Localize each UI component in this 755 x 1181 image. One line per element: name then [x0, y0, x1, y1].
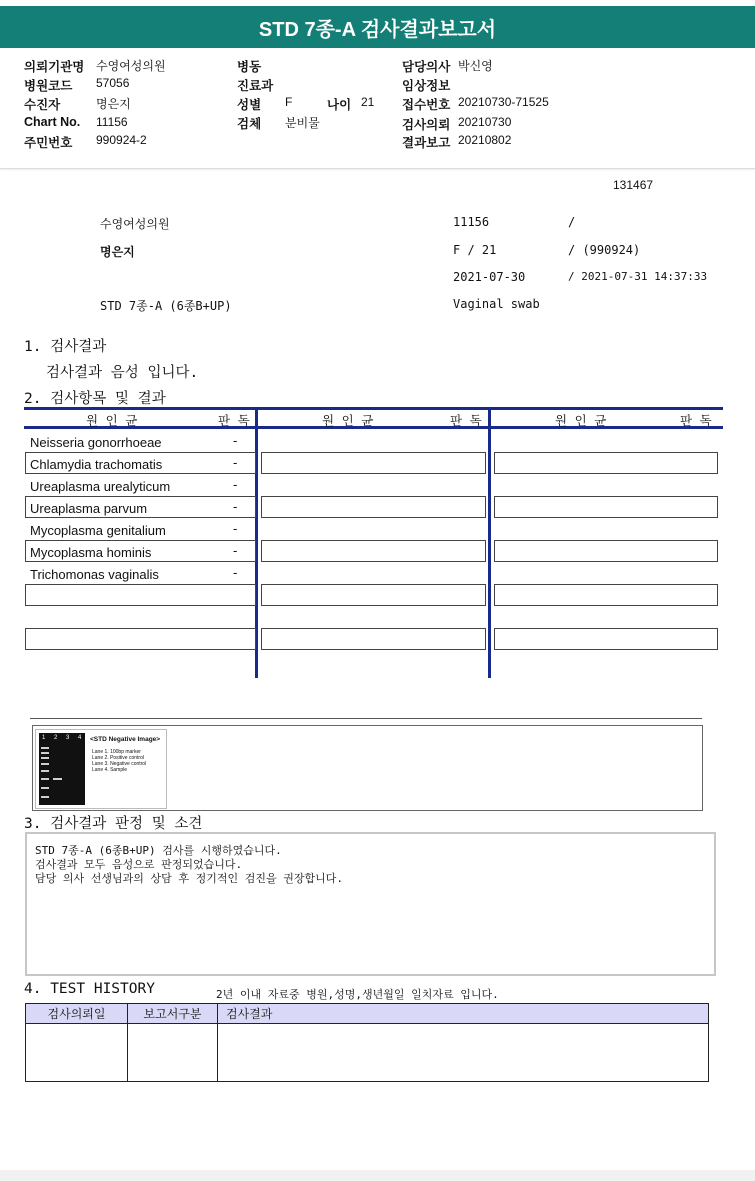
row-box [494, 584, 718, 606]
col2-header-pathogen: 원 인 균 [322, 413, 374, 428]
report-birth: / (990924) [568, 243, 641, 257]
marker-band [41, 787, 49, 789]
row-box [261, 540, 486, 562]
pathogen-name: Chlamydia trachomatis [30, 457, 163, 472]
pathogen-result: - [233, 521, 238, 536]
history-col-request-date: 검사의뢰일 [26, 1004, 128, 1024]
specimen-label: 검체 [237, 117, 262, 131]
marker-band [41, 757, 49, 759]
section2-heading: 2. 검사항목 및 결과 [24, 391, 166, 407]
lane-number: 2 [54, 735, 58, 741]
row-box [261, 584, 486, 606]
gel-caption-line: Lane 4. Sample [92, 767, 128, 773]
opinion-box [25, 832, 716, 976]
receipt-no-label: 접수번호 [402, 98, 451, 112]
row-box [25, 584, 256, 606]
report-chart-no: 11156 [453, 215, 490, 229]
request-date-label: 검사의뢰 [402, 118, 451, 132]
gel-image [35, 729, 167, 809]
ward-label: 병동 [237, 60, 262, 74]
row-box [261, 452, 486, 474]
gel-caption-title: <STD Negative Image> [90, 736, 161, 743]
hospital-code-value: 57056 [96, 76, 130, 90]
history-header-row [26, 1004, 709, 1024]
marker-band [41, 747, 49, 749]
hospital-name-value: 수영여성의원 [96, 59, 166, 73]
pathogen-name: Trichomonas vaginalis [30, 567, 159, 582]
serial-number: 131467 [613, 178, 654, 192]
report-datetime: / 2021-07-31 14:37:33 [568, 270, 708, 283]
receipt-no-value: 20210730-71525 [458, 95, 549, 109]
opinion-line: 검사결과 모두 음성으로 판정되었습니다. [35, 858, 243, 871]
gel-caption-line: Lane 2. Positive control [92, 755, 144, 761]
lane-number: 4 [78, 735, 82, 741]
clinical-info-label: 임상정보 [402, 79, 451, 93]
pathogen-name: Mycoplasma hominis [30, 545, 152, 560]
lane-number: 3 [66, 735, 70, 741]
history-table [25, 1003, 709, 1082]
gel-caption-line: Lane 3. Negative control [92, 761, 147, 767]
section1-heading: 1. 검사결과 [24, 339, 107, 355]
gel-top-rule [30, 718, 702, 719]
row-box [494, 452, 718, 474]
pathogen-result: - [233, 543, 238, 558]
pathogen-result: - [233, 477, 238, 492]
row-box [494, 628, 718, 650]
row-box [261, 496, 486, 518]
col3-header-judge: 판 독 [680, 413, 712, 428]
title-bar [0, 6, 755, 48]
marker-band [41, 752, 49, 754]
history-col-report-type: 보고서구분 [128, 1004, 218, 1024]
lane-number: 1 [42, 735, 46, 741]
report-sex-age: F / 21 [453, 243, 497, 257]
pathogen-result: - [233, 565, 238, 580]
report-date-label: 결과보고 [402, 136, 451, 150]
gel-caption-line: Lane 1. 100bp marker [92, 749, 141, 755]
section3-heading: 3. 검사결과 판정 및 소견 [24, 816, 203, 832]
doctor-value: 박신영 [458, 59, 493, 73]
pathogen-result: - [233, 499, 238, 514]
age-value: 21 [361, 95, 375, 109]
gel-photo [39, 733, 85, 805]
history-cell [26, 1024, 128, 1082]
table-divider-2 [488, 407, 491, 678]
marker-band [41, 770, 49, 772]
pathogen-name: Ureaplasma urealyticum [30, 479, 171, 494]
section1-result: 검사결과 음성 입니다. [46, 365, 199, 381]
request-date-value: 20210730 [458, 115, 512, 129]
pathogen-name: Mycoplasma genitalium [30, 523, 166, 538]
col1-header-judge: 판 독 [218, 413, 250, 428]
opinion-line: STD 7종-A (6종B+UP) 검사를 시행하였습니다. [35, 844, 282, 857]
section4-heading: 4. TEST HISTORY [24, 981, 155, 997]
marker-band [41, 778, 49, 780]
row-box [261, 628, 486, 650]
age-label: 나이 [327, 98, 352, 112]
report-test-name: STD 7종-A (6종B+UP) [100, 299, 232, 313]
doctor-label: 담당의사 [402, 60, 451, 74]
report-slash: / [568, 215, 576, 229]
report-request-date: 2021-07-30 [453, 270, 526, 284]
report-patient: 명은지 [100, 245, 135, 259]
row-box [494, 540, 718, 562]
table-top-rule [24, 407, 723, 410]
pathogen-result: - [233, 433, 238, 448]
positive-control-band [53, 778, 62, 780]
resident-no-value: 990924-2 [96, 133, 147, 147]
header-info [0, 48, 755, 169]
col1-header-pathogen: 원 인 균 [86, 413, 138, 428]
marker-band [41, 763, 49, 765]
report-specimen: Vaginal swab [453, 297, 540, 311]
report-hospital: 수영여성의원 [100, 217, 170, 231]
pathogen-name: Neisseria gonorrhoeae [30, 435, 162, 450]
patient-label: 수진자 [24, 98, 61, 112]
opinion-line: 담당 의사 선생님과의 상담 후 정기적인 검진을 권장합니다. [35, 872, 344, 885]
pathogen-result: - [233, 455, 238, 470]
section4-note: 2년 이내 자료중 병원,성명,생년월일 일치자료 입니다. [216, 988, 499, 1001]
department-label: 진료과 [237, 79, 274, 93]
report-title: STD 7종-A 검사결과보고서 [258, 18, 497, 41]
sex-label: 성별 [237, 98, 262, 112]
chart-no-value: 11156 [96, 115, 128, 129]
bottom-strip [0, 1170, 755, 1181]
resident-no-label: 주민번호 [24, 136, 73, 150]
col2-header-judge: 판 독 [450, 413, 482, 428]
history-empty-row [26, 1024, 709, 1082]
sex-value: F [285, 95, 293, 109]
hospital-code-label: 병원코드 [24, 79, 73, 93]
row-box [25, 628, 256, 650]
patient-value: 명은지 [96, 97, 131, 111]
marker-band [41, 796, 49, 798]
history-cell [218, 1024, 709, 1082]
hospital-name-label: 의뢰기관명 [24, 60, 85, 74]
history-col-result: 검사결과 [218, 1004, 709, 1024]
col3-header-pathogen: 원 인 균 [555, 413, 607, 428]
pathogen-name: Ureaplasma parvum [30, 501, 148, 516]
history-cell [128, 1024, 218, 1082]
chart-no-label: Chart No. [24, 115, 81, 129]
report-date-value: 20210802 [458, 133, 512, 147]
row-box [494, 496, 718, 518]
specimen-value: 분비물 [285, 116, 320, 130]
